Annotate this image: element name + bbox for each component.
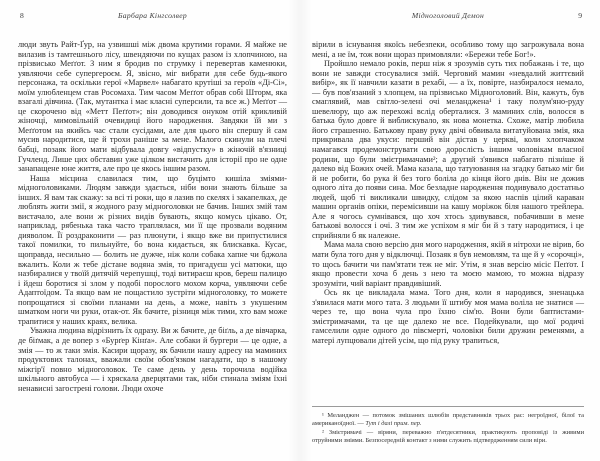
page-number-right: 9 — [578, 11, 582, 20]
paragraph: Мама мала свою версію дня мого народження, якій я нітрохи не вірив, бо мати була того дня у відключці. Позаяк я був немовлям, та ще й у «сорочці», то щось бачити чи пам'ятати теж не міг. Утім, я знав версію місіс Пеґґот. І якщо провести хоча б день з нею та моєю мамою, то можна відразу зрозуміти, чий варіант правдивіший. — [312, 240, 584, 288]
running-head-author: Барбара Кінгсолвер — [117, 11, 188, 20]
page-header-right — [312, 11, 584, 23]
footnote-rule — [312, 406, 584, 407]
paragraph: Ось як це викладала мама. Того дня, коли я народився, зненацька з'явилася мати мого тата. З людьми її штибу моя мама воліла не знатися — через те, що вона чула про їхню сім'ю. Вони були баптистами-змієтримачами, та це ще далеко не все. Подейкували, що мої родичі гамселили одне одного до півсмерті, чоловіки били дружин ременями, а матері лупцювали дітей усім, що під руку трапиться, — [312, 288, 584, 345]
footnote-1-translator-note: Тут і далі прим. пер. — [365, 420, 422, 428]
paragraph-continued: люди звуть Райт-Ґур, на узвишші між двома крутими горами. Я майже не вилазив із тамтешнього лісу, швендяючи по кущах разом із хлопчиною, на прізвисько Меґґот. З ним я бродив по струмку і перевертав каменюки, уявляючи себе супергероєм. Я, звісно, міг вибрати для себе будь-якого персонажа, та оскільки герої «Марвел» набагато крутіші за героїв «Ді-Сі», моїм улюбленцем став Росомаха. Тим часом Меґґот обрав собі Шторм, яка взагалі дівчина. (Так, мутантка і має класні суперсили, та все ж.) Меґґот — це скорочено від «Метт Пеґґот»; він доводився онуком отій крикливій жіночці, мимовільній очевидиці його народження. Завдяки їй ми з Меґґотом на якийсь час стали сусідами, але для цього він спершу й сам мусив народитися, ще й трохи раніше за мене. Малого скинули на плечі бабці, позаяк його мати відбувала довгу «відпустку» в жіночій в'язниці Гучленд. Лише цих обставин уже цілком вистачить для історії про не одне занапащене юне життя, але про це якось іншим разом. — [18, 40, 287, 174]
footnote-1-text: ¹ Меланджен — потомок змішаних шлюбів представників трьох рас: негроїдної, білої та американоїдної. — — [312, 412, 584, 428]
footnote-2: ² Змієтримачі — віряни, переважно п'ятдесятники, практикують проповіді із живими отруйними зміями. Безпосередній контакт з ними служить підтвердженням сили віри. — [312, 428, 584, 444]
body-text-left — [18, 40, 287, 393]
footnote-1 — [312, 412, 584, 428]
page-right — [300, 0, 600, 461]
page-header-left — [18, 11, 287, 23]
footnotes-block — [312, 406, 584, 445]
running-head-title: Мідноголовий Демон — [411, 11, 485, 20]
paragraph-continued: вірили в існування якоїсь небезпеки, особливо тому що загрожувала вона мені, а не їм, тож вони щораз примовляли: «Бережи тебе Бог!». — [312, 40, 584, 59]
paragraph: Уважна людина відрізнить їх одразу. Ви ж бачите, де біґль, а де вівчарка, де біґмак, а де вопер з «Бурґер Кінґа». Але собаки й бургери — це одне, а змія — то ж таки змія. Касири щоразу, як бачили нашу адресу на маминих продуктових талонах, вважали своїм обов'язком нагадати, що в нашому міжгір'ї повно мідноголовок. Те саме день у день торочила водійка шкільного автобуса — і хряскала дверцятами так, ніби стинала зміям їхні ненависні загострені голови. Люди охоче — [18, 326, 287, 393]
paragraph: Пройшло немало років, перш ніж я зрозумів суть тих побажань і те, що вони не завжди стосувалися змій. Черговий мамин «невдалий життєвий вибір», як її навчили казати в рехабі, — а їх, повірте, назбиралося немало, — був пов'язаний з хлопцем, на прізвисько Мідноголовий. Він, кажуть, був смаглявий, мав світло-зелені очі меланджена¹ і таку полум'яно-руду шевелюру, що аж перехожі вслід оберталися. З маминих слів, волосся в батька було довге й виблискувало, як нова монетка. Схоже, матір любила його страшенно. Батькову праву руку двічі обвивала витатуйована змія, яка прикривала два укуси: перший він дістав у церкві, коли хлопчаком намагався продемонструвати свою дорослість іншим чоловікам власної родини, що були змієтримачами²; а другий з'явився набагато пізніше й далеко від Божих очей. Мама казала, що татуювання на згадку батько міг би й не робити, бо рука й без того боліла до кінця його днів. Він не дожив одного літа до появи сина. Моє безладне народження подивувало достатньо людей, щоб ті викликали швидку, слідом за якою наспів цілий караван машин органів опіки, перемісивши на кашу моріжок біля нашого трейлера. Але я чогось сумнівався, що хоч хтось здивувався, побачивши в мене батькові волосся і очі. З тим же успіхом я міг би й з тату народитися, і це сприйняли б як належне. — [312, 59, 584, 240]
body-text-right — [312, 40, 584, 346]
page-number-left: 8 — [20, 11, 24, 20]
paragraph: Наша місцина славилася тим, що буцімто кишіла зміями-мідноголовиками. Людям завжди здається, ніби вони знають більше за інших. Я вам так скажу: за всі ті роки, що я лазив по скелях і закапелках, де люблять жити змії, я жодного разу мідноголовки не бачив. Інших змій там вистачало, але вони ж різних видів бувають, якщо комусь цікаво. От, наприклад, рябенька така часто траплялася, ми її ще прозвали водяним дияволом. Її роздраконити — раз плюнути, і якщо вже ви припустилися такої помилки, то пильнуйте, бо вона кидається, як блискавка. Кусає, щоправда, несильно — болить не дужче, ніж коли собака хапне чи бджола вжалить. Коли ж тебе дістане водяна змія, то пригадуєш усі матюки, що назбиралися у твоїй дитячій черепушці, тоді витираєш кров, береш палицю і йдеш боротися зі злом у подобі порослого мохом корча, уявляючи себе Адаптоїдом. Та якщо вам не пощастило зустріти мідноголовку, то можете попрощатися зі своїми планами на день, а може, навіть з укушеним шматком ноги чи руки, отак-от. Як бачите, різниця між тими, хто вам може трапитися у наших краях, велика. — [18, 173, 287, 326]
